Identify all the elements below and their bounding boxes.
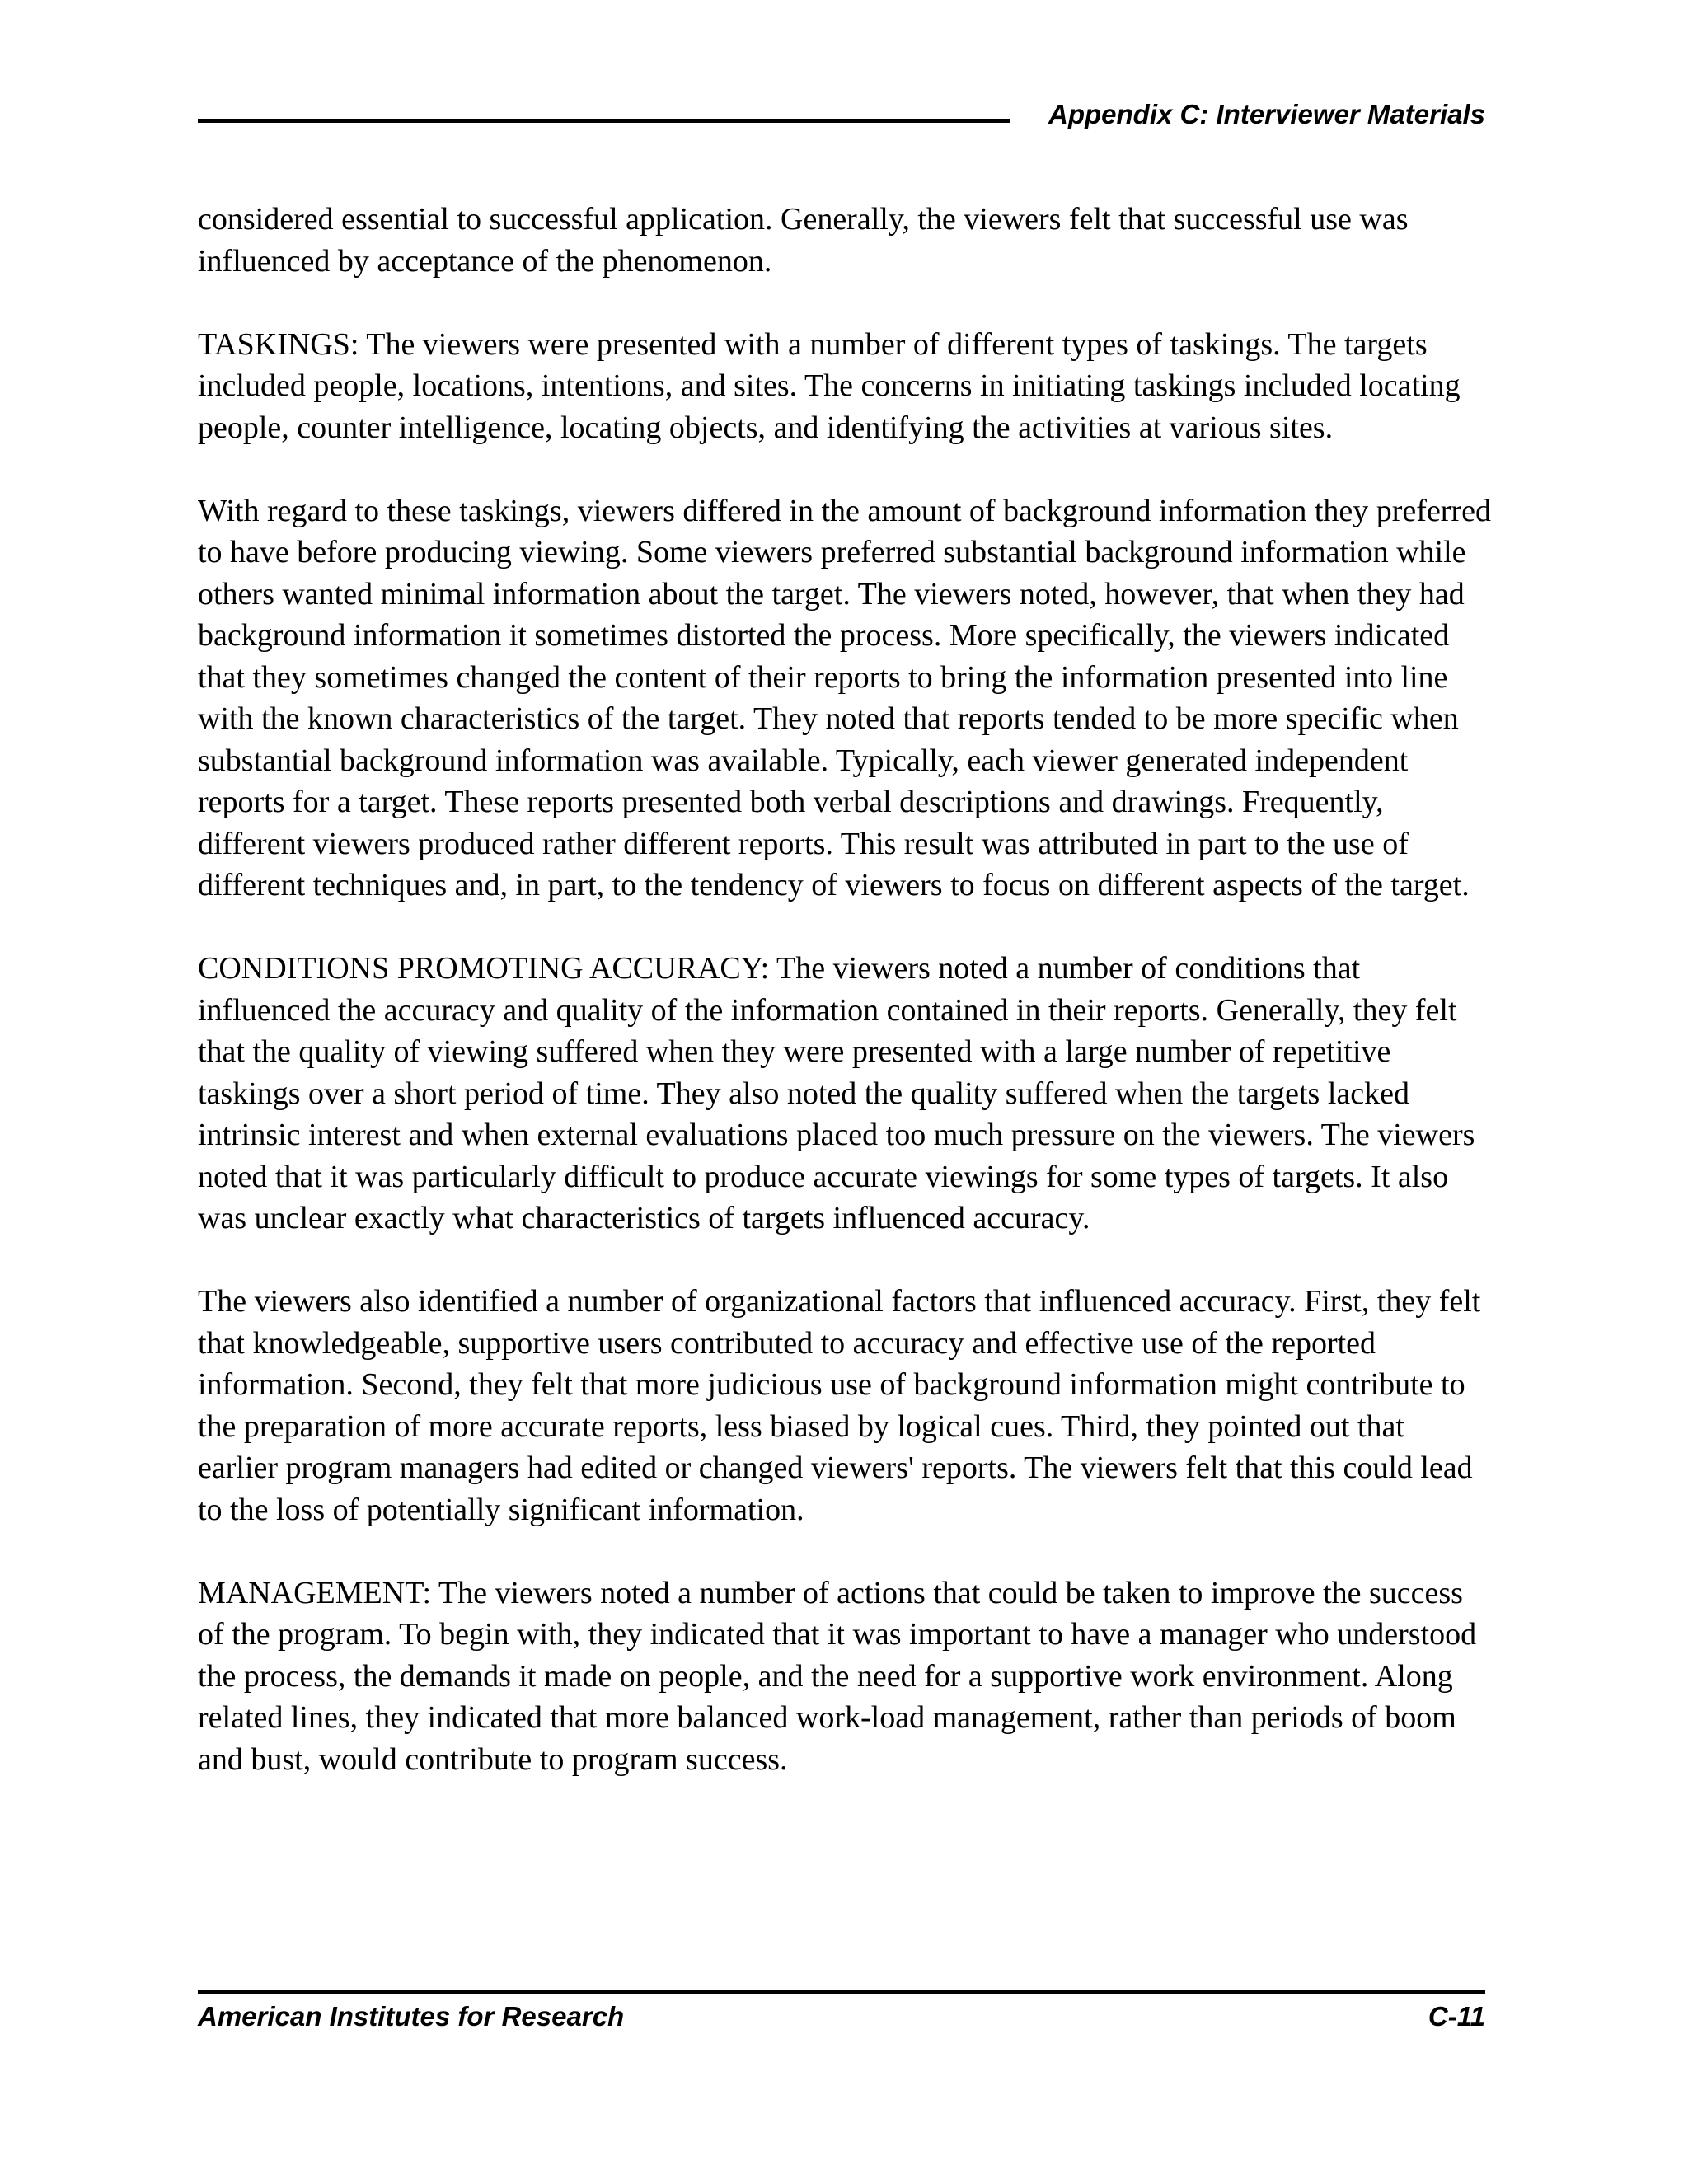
footer-organization: American Institutes for Research [198, 2001, 625, 2032]
header-rule [198, 119, 1010, 123]
footer-page-number: C-11 [1428, 2001, 1485, 2032]
header-title: Appendix C: Interviewer Materials [1048, 99, 1485, 129]
paragraph-background-information: With regard to these taskings, viewers differed in the amount of background information they preferred to have before producing viewing. Some viewers preferred substantial background information while others wanted minimal information about the target. The viewers noted, however, that when they had background information it sometimes distorted the process. More specifically, the viewers indicated that they sometimes changed the content of their reports to bring the information presented into line with the known characteristics of the target. They noted that reports tended to be more specific when substantial background information was available. Typically, each viewer generated independent reports for a target. These reports presented both verbal descriptions and drawings. Frequently, different viewers produced rather different reports. This result was attributed in part to the use of different techniques and, in part, to the tendency of viewers to focus on different aspects of the target. [198, 493, 1491, 902]
page-header [198, 96, 1485, 133]
body-text [198, 199, 1492, 1780]
paragraph-organizational-factors: The viewers also identified a number of organizational factors that influenced accuracy. First, they felt that knowledgeable, supportive users contributed to accuracy and effective use of the reported information. Second, they felt that more judicious use of background information might contribute to the preparation of more accurate reports, less biased by logical cues. Third, they pointed out that earlier program managers had edited or changed viewers' reports. The viewers felt that this could lead to the loss of potentially significant information. [198, 1284, 1481, 1527]
footer-rule [198, 1990, 1485, 1994]
paragraph-taskings: TASKINGS: The viewers were presented with a number of different types of taskings. The targets included people, locations, intentions, and sites. The concerns in initiating taskings included locating people, counter intelligence, locating objects, and identifying the activities at various sites. [198, 326, 1461, 445]
paragraph-continuation: considered essential to successful application. Generally, the viewers felt that successful use was influenced by acceptance of the phenomenon. [198, 202, 1409, 279]
paragraph-management: MANAGEMENT: The viewers noted a number of actions that could be taken to improve the success of the program. To begin with, they indicated that it was important to have a manager who understood the process, the demands it made on people, and the need for a supportive work environment. Along related lines, they indicated that more balanced work-load management, rather than periods of boom and bust, would contribute to program success. [198, 1575, 1477, 1777]
paragraph-conditions-promoting-accuracy: CONDITIONS PROMOTING ACCURACY: The viewers noted a number of conditions that influenced the accuracy and quality of the information contained in their reports. Generally, they felt that the quality of viewing suffered when they were presented with a large number of repetitive taskings over a short period of time. They also noted the quality suffered when the targets lacked intrinsic interest and when external evaluations placed too much pressure on the viewers. The viewers noted that it was particularly difficult to produce accurate viewings for some types of targets. It also was unclear exactly what characteristics of targets influenced accuracy. [198, 951, 1475, 1235]
page-footer [198, 1990, 1485, 2040]
